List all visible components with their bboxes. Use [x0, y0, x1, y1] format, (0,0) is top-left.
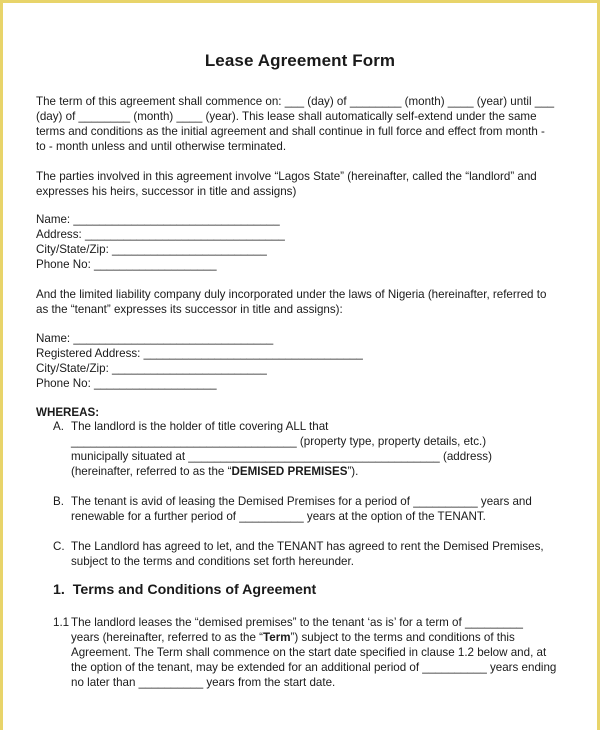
section-1-heading: 1. Terms and Conditions of Agreement [53, 582, 317, 598]
intro-line-3: terms and conditions as the initial agreement and shall continue in full force and effect from month - [36, 125, 545, 138]
intro-line-4: to - month unless and until otherwise terminated. [36, 140, 287, 153]
whereas-a-line-4 [71, 464, 358, 479]
company-line-1: And the limited liability company duly incorporated under the laws of Nigeria (hereinafter, referred to [36, 288, 547, 301]
clause-1-1-line-4: the option of the tenant, may be extended for an additional period of __________ years ending [71, 661, 557, 674]
whereas-a-line-1: The landlord is the holder of title covering ALL that [71, 420, 329, 433]
intro-line-1: The term of this agreement shall commence on: ___ (day) of ________ (month) ____ (year) until ___ [36, 95, 555, 108]
document-title: Lease Agreement Form [204, 51, 396, 70]
clause-1-1-number: 1.1 [53, 616, 70, 629]
tenant-address-field: Registered Address: __________________________________ [36, 347, 363, 360]
whereas-c-line-2: subject to the terms and conditions set forth hereunder. [71, 555, 354, 568]
demised-premises-term: DEMISED PREMISES [231, 465, 348, 478]
whereas-b-line-2: renewable for a further period of __________ years at the option of the TENANT. [71, 510, 486, 523]
parties-line-1: The parties involved in this agreement involve “Lagos State” (hereinafter, called the “landlord” and [36, 170, 537, 183]
landlord-city-field: City/State/Zip: ________________________ [36, 243, 267, 256]
clause-1-1-line-3: Agreement. The Term shall commence on the start date specified in clause 1.2 below and, at [71, 646, 547, 659]
term-definition: Term [263, 631, 291, 644]
clause-1-1-line-2-post: ”) subject to the terms and conditions of this [290, 631, 515, 644]
whereas-c-marker: C. [53, 540, 65, 553]
whereas-a-line-4-post: ”). [347, 465, 359, 478]
clause-1-1-line-5: no later than __________ years from the start date. [71, 676, 336, 689]
tenant-city-field: City/State/Zip: ________________________ [36, 362, 267, 375]
clause-1-1-line-1: The landlord leases the “demised premises” to the tenant ‘as is’ for a term of _________ [71, 616, 523, 629]
whereas-a-line-4-pre: (hereinafter, referred to as the “ [71, 465, 232, 478]
clause-1-1-line-2-pre: years (hereinafter, referred to as the “ [71, 631, 264, 644]
whereas-a-line-2: ___________________________________ (property type, property details, etc.) [71, 435, 487, 448]
whereas-a-line-3: municipally situated at _______________________________________ (address) [71, 450, 492, 463]
whereas-b-line-1: The tenant is avid of leasing the Demised Premises for a period of __________ years and [71, 495, 532, 508]
intro-line-2: (day) of ________ (month) ____ (year). This lease shall automatically self-extend under the same [36, 110, 537, 123]
whereas-b-marker: B. [53, 495, 64, 508]
whereas-heading: WHEREAS: [36, 406, 100, 419]
clause-1-1-line-2 [71, 630, 515, 645]
landlord-address-field: Address: _______________________________ [36, 228, 285, 241]
company-line-2: as the “tenant” expresses its successor in title and assigns): [36, 303, 343, 316]
tenant-phone-field: Phone No: ___________________ [36, 377, 217, 390]
landlord-name-field: Name: ________________________________ [36, 213, 280, 226]
parties-line-2: expresses his heirs, successor in title and assigns) [36, 185, 297, 198]
tenant-name-field: Name: _______________________________ [36, 332, 274, 345]
whereas-a-marker: A. [53, 420, 64, 433]
whereas-c-line-1: The Landlord has agreed to let, and the TENANT has agreed to rent the Demised Premises, [71, 540, 544, 553]
landlord-phone-field: Phone No: ___________________ [36, 258, 217, 271]
